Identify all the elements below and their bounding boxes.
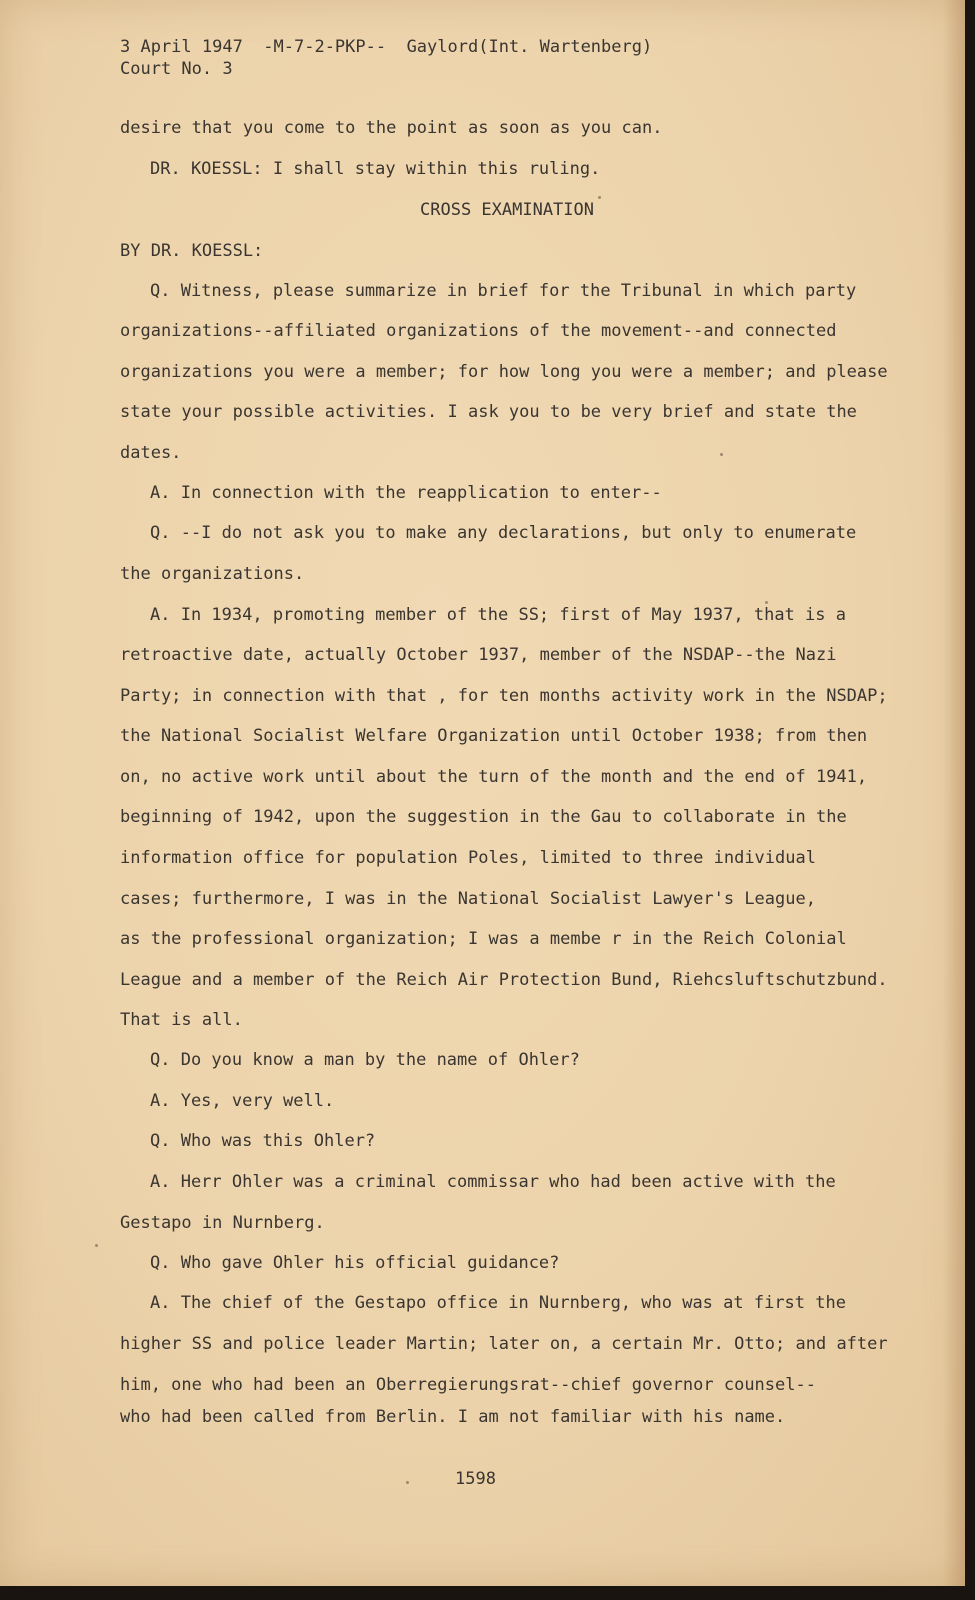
text-line: A. In 1934, promoting member of the SS; first of May 1937, that is a bbox=[150, 605, 846, 625]
text-line: state your possible activities. I ask you to be very brief and state the bbox=[120, 402, 857, 422]
document-header bbox=[120, 36, 652, 80]
text-line: Q. Who was this Ohler? bbox=[150, 1131, 376, 1151]
text-line: Q. Do you know a man by the name of Ohler? bbox=[150, 1050, 580, 1070]
text-line: League and a member of the Reich Air Protection Bund, Riehcsluftschutzbund. bbox=[120, 970, 888, 990]
text-line: desire that you come to the point as soon as you can. bbox=[120, 118, 663, 138]
header-line-2: Court No. 3 bbox=[120, 59, 233, 79]
text-line: dates. bbox=[120, 443, 182, 463]
header-line-1: 3 April 1947 -M-7-2-PKP-- Gaylord(Int. Wartenberg) bbox=[120, 37, 653, 57]
text-line: That is all. bbox=[120, 1010, 243, 1030]
text-line: A. Herr Ohler was a criminal commissar who had been active with the bbox=[150, 1172, 836, 1192]
paper-speck bbox=[765, 601, 768, 604]
text-line: cases; furthermore, I was in the National Socialist Lawyer's League, bbox=[120, 889, 816, 909]
page-number: 1598 bbox=[455, 1469, 496, 1489]
text-line: DR. KOESSL: I shall stay within this ruling. bbox=[150, 159, 601, 179]
page-edge-shadow bbox=[943, 0, 965, 1586]
text-line: him, one who had been an Oberregierungsrat--chief governor counsel-- bbox=[120, 1375, 816, 1395]
text-line: Q. Who gave Ohler his official guidance? bbox=[150, 1253, 560, 1273]
text-line: beginning of 1942, upon the suggestion in the Gau to collaborate in the bbox=[120, 807, 847, 827]
text-line: A. In connection with the reapplication to enter-- bbox=[150, 483, 662, 503]
paper-speck bbox=[406, 1481, 409, 1484]
text-line: BY DR. KOESSL: bbox=[120, 241, 264, 261]
paper-speck bbox=[598, 196, 601, 199]
text-line: as the professional organization; I was a membe r in the Reich Colonial bbox=[120, 929, 847, 949]
text-line: Gestapo in Nurnberg. bbox=[120, 1213, 325, 1233]
text-line: the National Socialist Welfare Organization until October 1938; from then bbox=[120, 726, 868, 746]
text-line: retroactive date, actually October 1937, member of the NSDAP--the Nazi bbox=[120, 645, 837, 665]
text-line: higher SS and police leader Martin; later on, a certain Mr. Otto; and after bbox=[120, 1334, 888, 1354]
section-heading: CROSS EXAMINATION bbox=[420, 200, 594, 220]
text-line: A. The chief of the Gestapo office in Nurnberg, who was at first the bbox=[150, 1293, 846, 1313]
text-line: Q. Witness, please summarize in brief for the Tribunal in which party bbox=[150, 281, 857, 301]
paper-speck bbox=[720, 453, 723, 456]
text-line: who had been called from Berlin. I am not familiar with his name. bbox=[120, 1407, 786, 1427]
text-line: organizations--affiliated organizations of the movement--and connected bbox=[120, 321, 837, 341]
text-line: the organizations. bbox=[120, 564, 305, 584]
text-line: Q. --I do not ask you to make any declarations, but only to enumerate bbox=[150, 523, 857, 543]
text-line: information office for population Poles, limited to three individual bbox=[120, 848, 816, 868]
paper-speck bbox=[95, 1244, 98, 1247]
text-line: organizations you were a member; for how long you were a member; and please bbox=[120, 362, 888, 382]
text-line: on, no active work until about the turn of the month and the end of 1941, bbox=[120, 767, 868, 787]
text-line: A. Yes, very well. bbox=[150, 1091, 335, 1111]
text-line: Party; in connection with that , for ten months activity work in the NSDAP; bbox=[120, 686, 888, 706]
